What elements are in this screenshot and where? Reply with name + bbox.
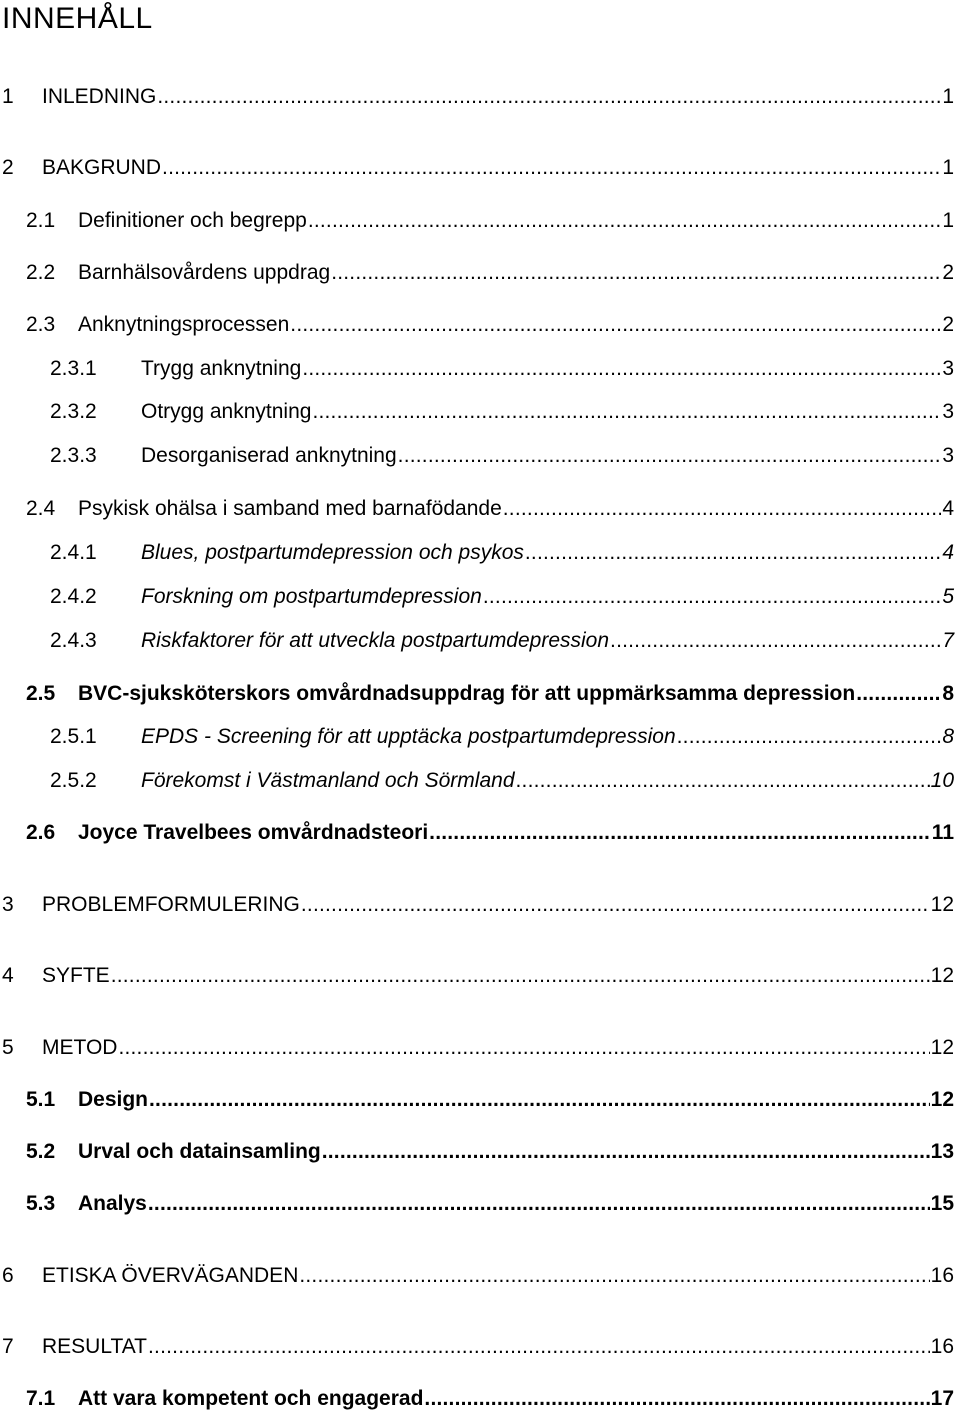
toc-entry-blues-postpartumdepression[interactable] xyxy=(50,538,954,568)
toc-entry-page: 17 xyxy=(930,1387,954,1410)
toc-entry-page: 4 xyxy=(942,541,954,564)
toc-leader-dots xyxy=(312,397,941,427)
toc-entry-number: 7 xyxy=(2,1335,14,1358)
toc-entry-page: 8 xyxy=(942,682,954,705)
toc-entry-epds-screening[interactable] xyxy=(50,722,954,752)
toc-entry-number: 2.5.2 xyxy=(50,769,97,792)
toc-entry-number: 2.5.1 xyxy=(50,725,97,748)
toc-entry-title: Barnhälsovårdens uppdrag xyxy=(78,261,331,284)
toc-leader-dots xyxy=(525,538,941,568)
toc-entry-page: 12 xyxy=(930,964,954,987)
toc-entry-number: 2.4.3 xyxy=(50,629,97,652)
toc-leader-dots xyxy=(331,258,941,288)
toc-entry-bakgrund[interactable] xyxy=(2,153,954,183)
toc-entry-page: 16 xyxy=(930,1264,954,1287)
toc-entry-title: Anknytningsprocessen xyxy=(78,313,290,336)
toc-entry-title: EPDS - Screening för att upptäcka postpartumdepression xyxy=(141,725,676,748)
toc-entry-title: Blues, postpartumdepression och psykos xyxy=(141,541,524,564)
toc-entry-title: METOD xyxy=(42,1036,118,1059)
toc-entry-psykisk-ohalsa[interactable] xyxy=(26,494,954,524)
toc-entry-number: 2.4 xyxy=(26,497,56,520)
toc-leader-dots xyxy=(610,626,941,656)
toc-entry-title: Trygg anknytning xyxy=(141,357,302,380)
toc-entry-syfte[interactable] xyxy=(2,961,954,991)
toc-entry-anknytningsprocessen[interactable] xyxy=(26,310,954,340)
toc-entry-forskning-postpartumdepression[interactable] xyxy=(50,582,954,612)
toc-entry-page: 8 xyxy=(942,725,954,748)
toc-leader-dots xyxy=(149,1085,930,1115)
toc-leader-dots xyxy=(118,1033,929,1063)
toc-entry-page: 11 xyxy=(931,821,954,844)
toc-entry-definitioner[interactable] xyxy=(26,206,954,236)
toc-entry-page: 12 xyxy=(930,893,954,916)
toc-leader-dots xyxy=(398,441,942,471)
toc-entry-title: RESULTAT xyxy=(42,1335,148,1358)
toc-leader-dots xyxy=(290,310,941,340)
toc-entry-urval-datainsamling[interactable] xyxy=(26,1137,954,1167)
toc-entry-page: 3 xyxy=(942,444,954,467)
toc-leader-dots xyxy=(111,961,930,991)
toc-entry-number: 5 xyxy=(2,1036,14,1059)
toc-entry-page: 15 xyxy=(930,1192,954,1215)
toc-entry-number: 4 xyxy=(2,964,14,987)
toc-entry-design[interactable] xyxy=(26,1085,954,1115)
toc-entry-page: 2 xyxy=(942,261,954,284)
toc-entry-number: 2.1 xyxy=(26,209,56,232)
toc-entry-page: 2 xyxy=(942,313,954,336)
toc-entry-title: Urval och datainsamling xyxy=(78,1140,321,1163)
toc-entry-title: Definitioner och begrepp xyxy=(78,209,307,232)
toc-leader-dots xyxy=(148,1332,930,1362)
toc-leader-dots xyxy=(302,354,941,384)
toc-entry-title: INLEDNING xyxy=(42,85,157,108)
toc-leader-dots xyxy=(856,679,941,709)
toc-entry-number: 6 xyxy=(2,1264,14,1287)
toc-leader-dots xyxy=(503,494,942,524)
toc-entry-otrygg-anknytning[interactable] xyxy=(50,397,954,427)
toc-entry-page: 12 xyxy=(930,1088,954,1111)
toc-entry-analys[interactable] xyxy=(26,1189,954,1219)
toc-entry-number: 2.3 xyxy=(26,313,56,336)
toc-leader-dots xyxy=(299,1261,929,1291)
toc-entry-kompetent-engagerad[interactable] xyxy=(26,1384,954,1414)
toc-leader-dots xyxy=(301,890,930,920)
toc-entry-number: 2.5 xyxy=(26,682,56,705)
toc-entry-number: 3 xyxy=(2,893,14,916)
toc-entry-title: Forskning om postpartumdepression xyxy=(141,585,482,608)
toc-entry-bvc-sjukskoterskors[interactable] xyxy=(26,679,954,709)
toc-entry-page: 4 xyxy=(942,497,954,520)
toc-entry-title: Analys xyxy=(78,1192,147,1215)
toc-entry-joyce-travelbee[interactable] xyxy=(26,818,954,848)
toc-entry-title: Desorganiserad anknytning xyxy=(141,444,397,467)
toc-leader-dots xyxy=(429,818,931,848)
toc-entry-riskfaktorer[interactable] xyxy=(50,626,954,656)
toc-entry-page: 7 xyxy=(942,629,954,652)
toc-leader-dots xyxy=(483,582,941,612)
toc-entry-page: 3 xyxy=(942,357,954,380)
toc-entry-page: 10 xyxy=(930,769,954,792)
toc-entry-title: Förekomst i Västmanland och Sörmland xyxy=(141,769,515,792)
toc-entry-page: 1 xyxy=(942,85,954,108)
toc-entry-resultat[interactable] xyxy=(2,1332,954,1362)
toc-entry-page: 5 xyxy=(942,585,954,608)
toc-leader-dots xyxy=(424,1384,929,1414)
toc-entry-number: 2.3.3 xyxy=(50,444,97,467)
toc-entry-number: 1 xyxy=(2,85,14,108)
toc-leader-dots xyxy=(308,206,941,236)
toc-entry-title: Att vara kompetent och engagerad xyxy=(78,1387,424,1410)
toc-entry-number: 2 xyxy=(2,156,14,179)
toc-entry-title: Riskfaktorer för att utveckla postpartumdepression xyxy=(141,629,610,652)
toc-entry-title: SYFTE xyxy=(42,964,110,987)
toc-entry-forekomst[interactable] xyxy=(50,766,954,796)
toc-entry-title: Design xyxy=(78,1088,149,1111)
toc-leader-dots xyxy=(322,1137,930,1167)
toc-entry-page: 1 xyxy=(942,209,954,232)
toc-entry-number: 2.4.1 xyxy=(50,541,97,564)
toc-entry-number: 2.4.2 xyxy=(50,585,97,608)
toc-entry-number: 2.6 xyxy=(26,821,56,844)
toc-leader-dots xyxy=(516,766,930,796)
toc-entry-page: 16 xyxy=(930,1335,954,1358)
toc-leader-dots xyxy=(148,1189,930,1219)
toc-entry-number: 5.2 xyxy=(26,1140,56,1163)
toc-entry-title: Otrygg anknytning xyxy=(141,400,312,423)
toc-entry-metod[interactable] xyxy=(2,1033,954,1063)
toc-leader-dots xyxy=(162,153,941,183)
toc-entry-title: BAKGRUND xyxy=(42,156,162,179)
toc-entry-desorganiserad-anknytning[interactable] xyxy=(50,441,954,471)
toc-entry-number: 2.3.1 xyxy=(50,357,97,380)
toc-leader-dots xyxy=(157,82,941,112)
toc-leader-dots xyxy=(677,722,942,752)
toc-entry-title: Joyce Travelbees omvårdnadsteori xyxy=(78,821,429,844)
toc-entry-title: ETISKA ÖVERVÄGANDEN xyxy=(42,1264,299,1287)
toc-entry-title: PROBLEMFORMULERING xyxy=(42,893,300,916)
toc-entry-page: 13 xyxy=(930,1140,954,1163)
toc-heading: INNEHÅLL xyxy=(2,2,153,35)
toc-entry-trygg-anknytning[interactable] xyxy=(50,354,954,384)
toc-entry-inledning[interactable] xyxy=(2,82,954,112)
toc-entry-title: BVC-sjuksköterskors omvårdnadsuppdrag för att uppmärksamma depression xyxy=(78,682,856,705)
toc-entry-page: 12 xyxy=(930,1036,954,1059)
toc-entry-page: 3 xyxy=(942,400,954,423)
toc-entry-title: Psykisk ohälsa i samband med barnafödande xyxy=(78,497,502,520)
toc-entry-etiska-overvaganden[interactable] xyxy=(2,1261,954,1291)
toc-entry-number: 5.1 xyxy=(26,1088,56,1111)
toc-entry-page: 1 xyxy=(942,156,954,179)
toc-entry-barnhalsovardens-uppdrag[interactable] xyxy=(26,258,954,288)
toc-entry-problemformulering[interactable] xyxy=(2,890,954,920)
toc-entry-number: 2.2 xyxy=(26,261,56,284)
toc-entry-number: 7.1 xyxy=(26,1387,56,1410)
toc-entry-number: 2.3.2 xyxy=(50,400,97,423)
toc-entry-number: 5.3 xyxy=(26,1192,56,1215)
